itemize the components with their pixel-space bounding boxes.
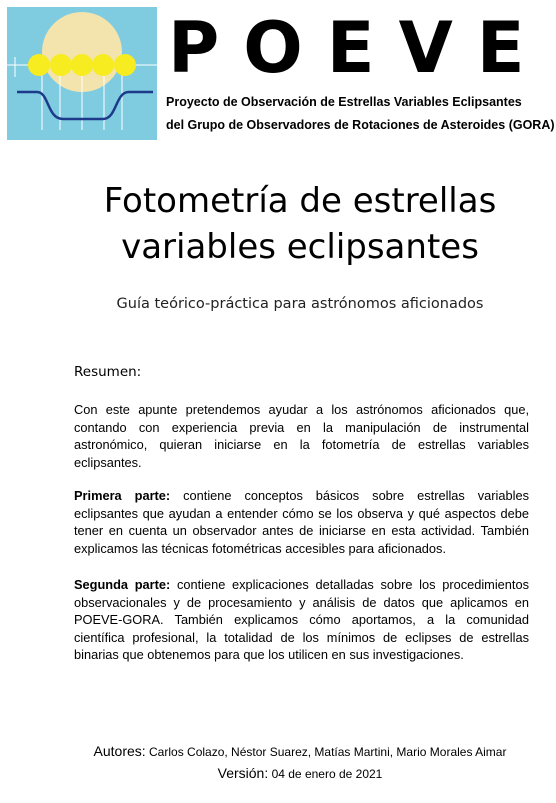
part2-text: contiene explicaciones detalladas sobre los procedimientos observacionales y de procesamiento y análisis de datos que aplicamos en POEVE-GORA. También explicamos cómo aportamos, a la comunidad científica profesional, la totalidad de los mínimos de eclipses de estrellas binarias que obtenemos para que los utilicen en sus investigaciones.	[74, 577, 529, 662]
part1-text: contiene conceptos básicos sobre estrellas variables eclipsantes que ayudan a entender cómo se los observa y qué aspectos debe tener en cuenta un observador antes de iniciarse en esta actividad. También explicamos las técnicas fotométricas accesibles para aficionados.	[74, 488, 529, 556]
brand-title: POEVE	[168, 7, 549, 89]
authors-label: Autores:	[93, 743, 146, 759]
brand-subtitle-line1: Proyecto de Observación de Estrellas Variables Eclipsantes	[166, 95, 522, 109]
title-line1: Fotometría de estrellas	[103, 181, 497, 221]
version-line	[0, 764, 556, 783]
intro-paragraph: Con este apunte pretendemos ayudar a los astrónomos aficionados que, contando con experiencia previa en la manipulación de instrumental astronómico, quieran iniciarse en la fotometría de estrellas variables eclipsantes.	[74, 402, 529, 470]
document-subtitle: Guía teórico-práctica para astrónomos aficionados	[116, 296, 484, 312]
version-label: Versión:	[217, 765, 269, 781]
light-curve-icon	[17, 92, 153, 119]
document-title	[0, 178, 556, 270]
version-date: 04 de enero de 2021	[271, 767, 383, 781]
authors-names: Carlos Colazo, Néstor Suarez, Matías Martini, Mario Morales Aimar	[149, 745, 507, 759]
eclipsing-star-logo-icon	[7, 7, 157, 140]
part1-paragraph	[74, 487, 529, 557]
summary-heading: Resumen:	[74, 364, 142, 380]
authors-line	[0, 742, 556, 761]
title-line2: variables eclipsantes	[121, 227, 479, 267]
part2-label: Segunda parte:	[74, 577, 171, 592]
part2-paragraph	[74, 576, 529, 664]
poeve-logo	[7, 7, 157, 140]
part1-label: Primera parte:	[74, 488, 171, 503]
brand-subtitle-line2: del Grupo de Observadores de Rotaciones de Asteroides (GORA)	[166, 118, 555, 132]
